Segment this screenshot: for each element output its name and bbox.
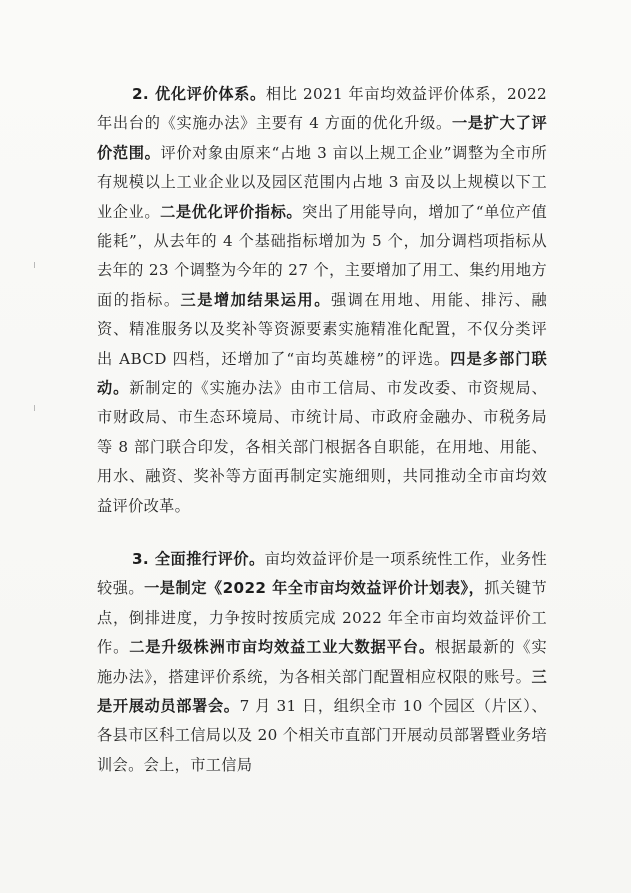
point-heading: 三是开展动员部署会。 [97,667,547,716]
paragraph-optimize-evaluation-system [97,80,547,521]
paragraph-text: 根据最新的《实施办法》，搭建评价系统，为各相关部门配置相应权限的账号。 [97,638,548,686]
section-heading: 3. 全面推行评价。 [132,550,265,568]
paragraph-text: 相比 2021 年亩均效益评价体系，2022 年出台的《实施办法》主要有 4 方面的优化升级。 [97,85,547,133]
section-heading: 2. 优化评价体系。 [132,85,266,103]
paragraph-text: 突出了用能导向，增加了“单位产值能耗”，从去年的 4 个基础指标增加为 5 个，加分调档项指标从去年的 23 个调整为今年的 27 个，主要增加了用工、集约用地方面的指标。 [97,202,547,309]
margin-mark [34,262,35,268]
paragraph-text: 亩均效益评价是一项系统性工作，业务性较强。 [97,550,547,598]
paragraph-text: 强调在用地、用能、排污、融资、精准服务以及奖补等资源要素实施精准化配置，不仅分类评出 ABCD 四档，还增加了“亩均英雄榜”的评选。 [97,290,547,368]
paragraph-text: 评价对象由原来“占地 3 亩以上规工企业”调整为全市所有规模以上工业企业以及园区范围内占地 3 亩及以上规模以下工业企业。 [97,143,547,221]
point-heading: 二是升级株洲市亩均效益工业大数据平台。 [129,638,435,657]
paragraph-fully-implement-evaluation [97,545,547,780]
point-heading: 二是优化评价指标。 [160,202,303,221]
paragraph-text: 7 月 31 日，组织全市 10 个园区（片区）、各县市区科工信局以及 20 个相关市直部门开展动员部署暨业务培训会。会上，市工信局 [97,697,547,774]
point-heading: 三是增加结果运用。 [180,290,331,309]
point-heading: 一是扩大了评价范围。 [97,114,547,162]
paragraph-text: 新制定的《实施办法》由市工信局、市发改委、市资规局、市财政局、市生态环境局、市统计局、市政府金融办、市税务局等 8 部门联合印发，各相关部门根据各自职能，在用地、用能、用水、融资、奖补等方面再制定实施细则，共同推动全市亩均效益评价改革。 [97,379,547,515]
paragraph-text: 抓关键节点，倒排进度，力争按时按质完成 2022 年全市亩均效益评价工作。 [97,579,547,657]
point-heading: 四是多部门联动。 [97,349,547,398]
point-heading: 一是制定《2022 年全市亩均效益评价计划表》， [144,579,485,598]
margin-mark [34,405,35,411]
